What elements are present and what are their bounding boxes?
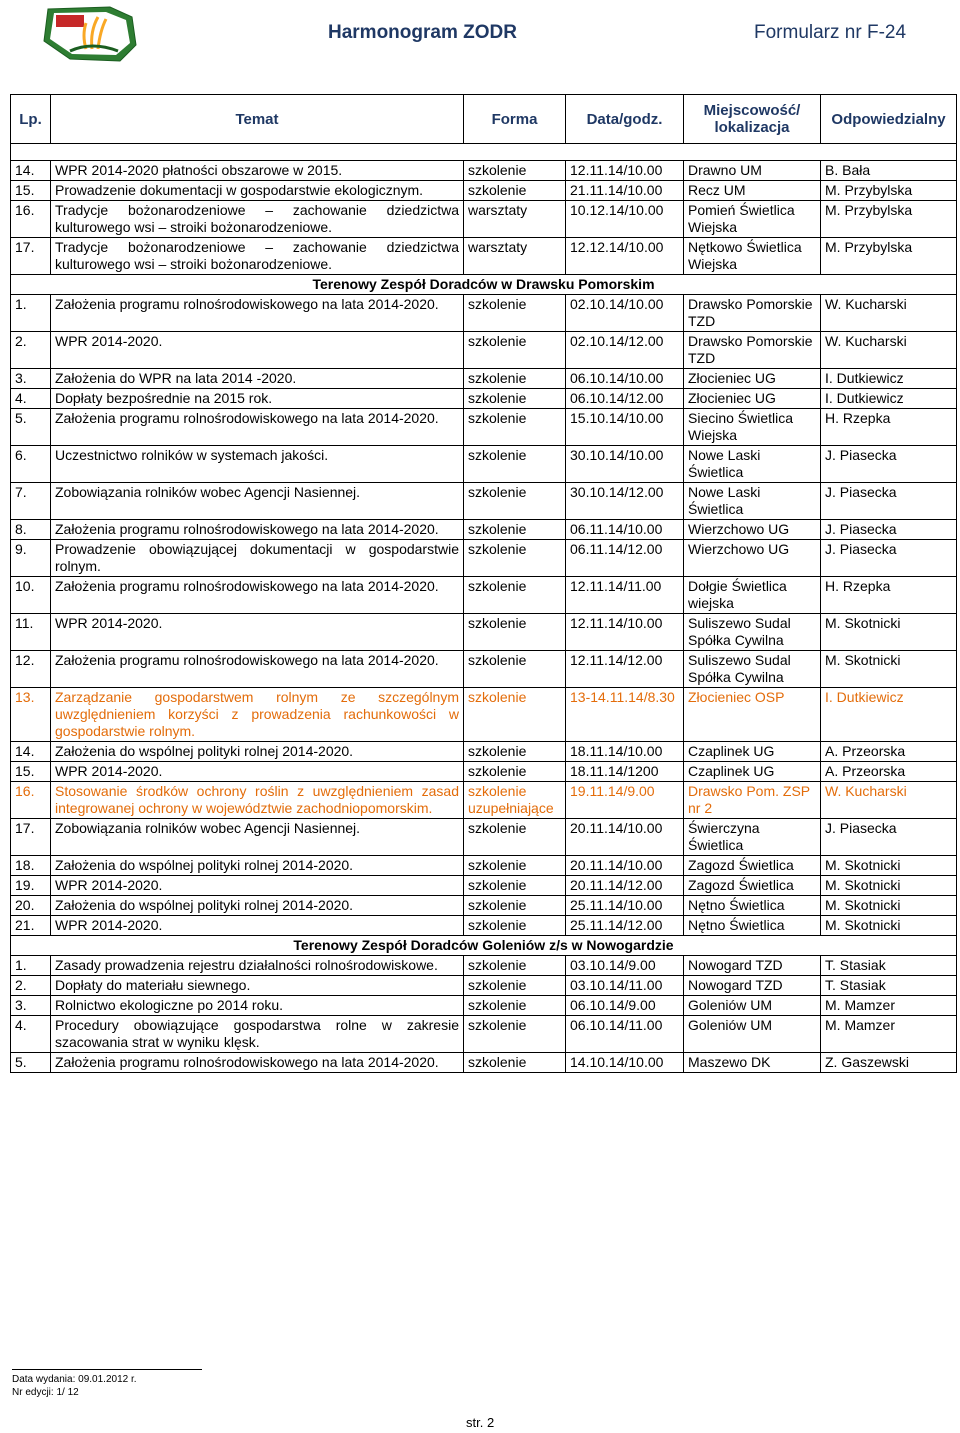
cell-forma: szkolenie: [464, 916, 566, 936]
cell-miejscowosc: Siecino Świetlica Wiejska: [684, 409, 821, 446]
cell-lp: 3.: [11, 369, 51, 389]
table-header-row: [11, 95, 957, 144]
table-row: [11, 856, 957, 876]
col-lp: Lp.: [11, 95, 51, 144]
cell-lp: 3.: [11, 996, 51, 1016]
cell-miejscowosc: Maszewo DK: [684, 1053, 821, 1073]
cell-odpowiedzialny: I. Dutkiewicz: [821, 369, 957, 389]
cell-forma: szkolenie: [464, 956, 566, 976]
table-row: [11, 956, 957, 976]
cell-temat: WPR 2014-2020.: [51, 614, 464, 651]
cell-data: 20.11.14/12.00: [566, 876, 684, 896]
cell-temat: Tradycje bożonarodzeniowe – zachowanie dziedzictwa kulturowego wsi – stroiki bożonarodzeniowe.: [51, 238, 464, 275]
cell-data: 19.11.14/9.00: [566, 782, 684, 819]
cell-lp: 15.: [11, 762, 51, 782]
table-row: [11, 996, 957, 1016]
cell-temat: Założenia programu rolnośrodowiskowego na lata 2014-2020.: [51, 1053, 464, 1073]
section-row: [11, 275, 957, 295]
cell-miejscowosc: Pomień Świetlica Wiejska: [684, 201, 821, 238]
cell-miejscowosc: Suliszewo Sudal Spółka Cywilna: [684, 614, 821, 651]
cell-lp: 13.: [11, 688, 51, 742]
table-row: [11, 238, 957, 275]
cell-forma: szkolenie: [464, 996, 566, 1016]
cell-miejscowosc: Dołgie Świetlica wiejska: [684, 577, 821, 614]
cell-miejscowosc: Goleniów UM: [684, 996, 821, 1016]
cell-forma: szkolenie: [464, 1053, 566, 1073]
cell-forma: szkolenie: [464, 577, 566, 614]
cell-data: 21.11.14/10.00: [566, 181, 684, 201]
cell-lp: 16.: [11, 782, 51, 819]
cell-odpowiedzialny: M. Mamzer: [821, 996, 957, 1016]
table-row: [11, 782, 957, 819]
table-row: [11, 389, 957, 409]
cell-lp: 21.: [11, 916, 51, 936]
cell-forma: szkolenie: [464, 483, 566, 520]
cell-odpowiedzialny: M. Mamzer: [821, 1016, 957, 1053]
cell-temat: Prowadzenie dokumentacji w gospodarstwie ekologicznym.: [51, 181, 464, 201]
table-row: [11, 896, 957, 916]
cell-odpowiedzialny: Z. Gaszewski: [821, 1053, 957, 1073]
cell-miejscowosc: Zagozd Świetlica: [684, 856, 821, 876]
cell-miejscowosc: Recz UM: [684, 181, 821, 201]
cell-forma: szkolenie: [464, 742, 566, 762]
cell-odpowiedzialny: A. Przeorska: [821, 742, 957, 762]
cell-data: 12.11.14/10.00: [566, 614, 684, 651]
cell-odpowiedzialny: J. Piasecka: [821, 540, 957, 577]
cell-forma: szkolenie: [464, 876, 566, 896]
issue-date: Data wydania: 09.01.2012 r.: [12, 1374, 137, 1385]
col-forma: Forma: [464, 95, 566, 144]
cell-data: 06.11.14/10.00: [566, 520, 684, 540]
spacer-row: [11, 144, 957, 161]
form-number: Formularz nr F-24: [754, 22, 907, 43]
edition-number: Nr edycji: 1/ 12: [12, 1387, 79, 1398]
cell-temat: Zasady prowadzenia rejestru działalności rolnośrodowiskowe.: [51, 956, 464, 976]
table-row: [11, 409, 957, 446]
cell-miejscowosc: Złocieniec UG: [684, 369, 821, 389]
cell-data: 06.10.14/10.00: [566, 369, 684, 389]
cell-miejscowosc: Czaplinek UG: [684, 762, 821, 782]
cell-miejscowosc: Złocieniec UG: [684, 389, 821, 409]
cell-data: 15.10.14/10.00: [566, 409, 684, 446]
cell-temat: Rolnictwo ekologiczne po 2014 roku.: [51, 996, 464, 1016]
table-row: [11, 762, 957, 782]
cell-forma: szkolenie: [464, 389, 566, 409]
cell-data: 30.10.14/12.00: [566, 483, 684, 520]
cell-lp: 12.: [11, 651, 51, 688]
cell-temat: Dopłaty bezpośrednie na 2015 rok.: [51, 389, 464, 409]
cell-forma: szkolenie: [464, 332, 566, 369]
cell-lp: 1.: [11, 295, 51, 332]
cell-lp: 4.: [11, 389, 51, 409]
cell-temat: Prowadzenie obowiązującej dokumentacji w gospodarstwie rolnym.: [51, 540, 464, 577]
cell-temat: Założenia programu rolnośrodowiskowego na lata 2014-2020.: [51, 295, 464, 332]
cell-lp: 5.: [11, 1053, 51, 1073]
table-row: [11, 295, 957, 332]
cell-lp: 20.: [11, 896, 51, 916]
cell-odpowiedzialny: J. Piasecka: [821, 819, 957, 856]
cell-miejscowosc: Świerczyna Świetlica: [684, 819, 821, 856]
cell-miejscowosc: Nowe Laski Świetlica: [684, 446, 821, 483]
cell-forma: szkolenie: [464, 409, 566, 446]
cell-data: 12.11.14/12.00: [566, 651, 684, 688]
cell-odpowiedzialny: T. Stasiak: [821, 956, 957, 976]
cell-forma: szkolenie: [464, 856, 566, 876]
cell-data: 03.10.14/9.00: [566, 956, 684, 976]
cell-temat: Założenia do WPR na lata 2014 -2020.: [51, 369, 464, 389]
table-row: [11, 161, 957, 181]
cell-odpowiedzialny: I. Dutkiewicz: [821, 389, 957, 409]
cell-forma: szkolenie: [464, 819, 566, 856]
cell-lp: 9.: [11, 540, 51, 577]
cell-odpowiedzialny: M. Przybylska: [821, 238, 957, 275]
cell-temat: Zobowiązania rolników wobec Agencji Nasiennej.: [51, 483, 464, 520]
cell-odpowiedzialny: I. Dutkiewicz: [821, 688, 957, 742]
cell-lp: 10.: [11, 577, 51, 614]
table-row: [11, 614, 957, 651]
cell-data: 20.11.14/10.00: [566, 856, 684, 876]
cell-data: 30.10.14/10.00: [566, 446, 684, 483]
cell-odpowiedzialny: M. Przybylska: [821, 201, 957, 238]
cell-data: 06.10.14/9.00: [566, 996, 684, 1016]
cell-data: 12.12.14/10.00: [566, 238, 684, 275]
cell-miejscowosc: Wierzchowo UG: [684, 540, 821, 577]
cell-temat: WPR 2014-2020.: [51, 332, 464, 369]
cell-temat: Założenia do wspólnej polityki rolnej 2014-2020.: [51, 896, 464, 916]
cell-forma: szkolenie: [464, 651, 566, 688]
footer: [12, 1373, 137, 1399]
cell-miejscowosc: Nowogard TZD: [684, 976, 821, 996]
cell-odpowiedzialny: M. Skotnicki: [821, 876, 957, 896]
cell-lp: 16.: [11, 201, 51, 238]
cell-data: 18.11.14/10.00: [566, 742, 684, 762]
cell-lp: 8.: [11, 520, 51, 540]
cell-miejscowosc: Nętno Świetlica: [684, 896, 821, 916]
cell-odpowiedzialny: M. Przybylska: [821, 181, 957, 201]
cell-temat: Założenia programu rolnośrodowiskowego na lata 2014-2020.: [51, 409, 464, 446]
cell-forma: szkolenie: [464, 520, 566, 540]
cell-miejscowosc: Nętno Świetlica: [684, 916, 821, 936]
page-header: [10, 0, 955, 72]
section-title: Terenowy Zespół Doradców Goleniów z/s w Nowogardzie: [11, 936, 957, 956]
cell-temat: Założenia programu rolnośrodowiskowego na lata 2014-2020.: [51, 520, 464, 540]
cell-forma: szkolenie: [464, 181, 566, 201]
cell-lp: 17.: [11, 238, 51, 275]
cell-miejscowosc: Suliszewo Sudal Spółka Cywilna: [684, 651, 821, 688]
cell-miejscowosc: Nętkowo Świetlica Wiejska: [684, 238, 821, 275]
cell-data: 02.10.14/10.00: [566, 295, 684, 332]
section-row: [11, 936, 957, 956]
cell-data: 06.10.14/11.00: [566, 1016, 684, 1053]
table-row: [11, 369, 957, 389]
cell-lp: 17.: [11, 819, 51, 856]
cell-miejscowosc: Wierzchowo UG: [684, 520, 821, 540]
cell-data: 12.11.14/11.00: [566, 577, 684, 614]
cell-lp: 4.: [11, 1016, 51, 1053]
cell-temat: Stosowanie środków ochrony roślin z uwzględnieniem zasad integrowanej ochrony w województwie zachodniopomorskim.: [51, 782, 464, 819]
cell-temat: Dopłaty do materiału siewnego.: [51, 976, 464, 996]
cell-temat: Tradycje bożonarodzeniowe – zachowanie dziedzictwa kulturowego wsi – stroiki bożonarodzeniowe.: [51, 201, 464, 238]
cell-forma: szkolenie: [464, 369, 566, 389]
section-title: Terenowy Zespół Doradców w Drawsku Pomorskim: [11, 275, 957, 295]
cell-forma: warsztaty: [464, 201, 566, 238]
table-row: [11, 181, 957, 201]
cell-forma: szkolenie: [464, 295, 566, 332]
cell-temat: WPR 2014-2020.: [51, 876, 464, 896]
cell-lp: 14.: [11, 742, 51, 762]
cell-odpowiedzialny: W. Kucharski: [821, 332, 957, 369]
cell-lp: 5.: [11, 409, 51, 446]
table-row: [11, 446, 957, 483]
cell-odpowiedzialny: J. Piasecka: [821, 446, 957, 483]
cell-lp: 18.: [11, 856, 51, 876]
cell-temat: Założenia do wspólnej polityki rolnej 2014-2020.: [51, 856, 464, 876]
cell-lp: 15.: [11, 181, 51, 201]
table-row: [11, 688, 957, 742]
table-row: [11, 483, 957, 520]
cell-odpowiedzialny: J. Piasecka: [821, 483, 957, 520]
cell-miejscowosc: Złocieniec OSP: [684, 688, 821, 742]
cell-odpowiedzialny: M. Skotnicki: [821, 651, 957, 688]
cell-forma: szkolenie: [464, 540, 566, 577]
page-title: Harmonogram ZODR: [328, 22, 517, 43]
table-row: [11, 1016, 957, 1053]
cell-data: 03.10.14/11.00: [566, 976, 684, 996]
cell-temat: Zarządzanie gospodarstwem rolnym ze szczególnym uwzględnieniem korzyści z prowadzenia rachunkowości w gospodarstwie rolnym.: [51, 688, 464, 742]
cell-temat: WPR 2014-2020.: [51, 916, 464, 936]
cell-lp: 1.: [11, 956, 51, 976]
table-row: [11, 819, 957, 856]
cell-miejscowosc: Nowogard TZD: [684, 956, 821, 976]
cell-data: 06.11.14/12.00: [566, 540, 684, 577]
cell-forma: szkolenie: [464, 1016, 566, 1053]
table-row: [11, 1053, 957, 1073]
cell-forma: szkolenie uzupełniające: [464, 782, 566, 819]
page-number: str. 2: [466, 1415, 495, 1430]
cell-forma: szkolenie: [464, 614, 566, 651]
cell-odpowiedzialny: A. Przeorska: [821, 762, 957, 782]
cell-forma: warsztaty: [464, 238, 566, 275]
table-row: [11, 651, 957, 688]
cell-forma: szkolenie: [464, 688, 566, 742]
cell-data: 10.12.14/10.00: [566, 201, 684, 238]
cell-forma: szkolenie: [464, 762, 566, 782]
cell-forma: szkolenie: [464, 896, 566, 916]
cell-odpowiedzialny: M. Skotnicki: [821, 896, 957, 916]
cell-odpowiedzialny: T. Stasiak: [821, 976, 957, 996]
table-row: [11, 742, 957, 762]
cell-miejscowosc: Drawsko Pom. ZSP nr 2: [684, 782, 821, 819]
col-odpowiedzialny: Odpowiedzialny: [821, 95, 957, 144]
zodr-logo: [40, 5, 140, 63]
cell-data: 13-14.11.14/8.30: [566, 688, 684, 742]
col-temat: Temat: [51, 95, 464, 144]
cell-lp: 2.: [11, 976, 51, 996]
schedule-table: [10, 94, 957, 1073]
col-data: Data/godz.: [566, 95, 684, 144]
cell-forma: szkolenie: [464, 446, 566, 483]
cell-miejscowosc: Goleniów UM: [684, 1016, 821, 1053]
cell-lp: 6.: [11, 446, 51, 483]
cell-odpowiedzialny: M. Skotnicki: [821, 916, 957, 936]
cell-temat: Założenia do wspólnej polityki rolnej 2014-2020.: [51, 742, 464, 762]
table-row: [11, 201, 957, 238]
cell-temat: WPR 2014-2020.: [51, 762, 464, 782]
cell-lp: 2.: [11, 332, 51, 369]
cell-odpowiedzialny: W. Kucharski: [821, 782, 957, 819]
cell-lp: 11.: [11, 614, 51, 651]
cell-lp: 7.: [11, 483, 51, 520]
cell-forma: szkolenie: [464, 976, 566, 996]
cell-odpowiedzialny: B. Bała: [821, 161, 957, 181]
cell-miejscowosc: Drawno UM: [684, 161, 821, 181]
cell-odpowiedzialny: H. Rzepka: [821, 409, 957, 446]
cell-miejscowosc: Nowe Laski Świetlica: [684, 483, 821, 520]
cell-data: 14.10.14/10.00: [566, 1053, 684, 1073]
cell-temat: Zobowiązania rolników wobec Agencji Nasiennej.: [51, 819, 464, 856]
cell-temat: WPR 2014-2020 płatności obszarowe w 2015.: [51, 161, 464, 181]
table-row: [11, 520, 957, 540]
table-row: [11, 332, 957, 369]
cell-forma: szkolenie: [464, 161, 566, 181]
cell-miejscowosc: Zagozd Świetlica: [684, 876, 821, 896]
cell-odpowiedzialny: J. Piasecka: [821, 520, 957, 540]
table-row: [11, 976, 957, 996]
cell-lp: 19.: [11, 876, 51, 896]
cell-odpowiedzialny: W. Kucharski: [821, 295, 957, 332]
table-row: [11, 916, 957, 936]
col-miejscowosc: Miejscowość/ lokalizacja: [684, 95, 821, 144]
cell-miejscowosc: Czaplinek UG: [684, 742, 821, 762]
cell-data: 02.10.14/12.00: [566, 332, 684, 369]
cell-temat: Założenia programu rolnośrodowiskowego na lata 2014-2020.: [51, 577, 464, 614]
cell-miejscowosc: Drawsko Pomorskie TZD: [684, 332, 821, 369]
cell-data: 20.11.14/10.00: [566, 819, 684, 856]
cell-temat: Założenia programu rolnośrodowiskowego na lata 2014-2020.: [51, 651, 464, 688]
cell-odpowiedzialny: M. Skotnicki: [821, 856, 957, 876]
cell-data: 25.11.14/10.00: [566, 896, 684, 916]
cell-lp: 14.: [11, 161, 51, 181]
cell-temat: Procedury obowiązujące gospodarstwa rolne w zakresie szacowania strat w wyniku klęsk.: [51, 1016, 464, 1053]
footer-divider: [12, 1369, 202, 1370]
table-row: [11, 540, 957, 577]
table-row: [11, 876, 957, 896]
cell-data: 18.11.14/1200: [566, 762, 684, 782]
cell-odpowiedzialny: H. Rzepka: [821, 577, 957, 614]
cell-data: 06.10.14/12.00: [566, 389, 684, 409]
cell-miejscowosc: Drawsko Pomorskie TZD: [684, 295, 821, 332]
cell-temat: Uczestnictwo rolników w systemach jakości.: [51, 446, 464, 483]
cell-data: 12.11.14/10.00: [566, 161, 684, 181]
cell-odpowiedzialny: M. Skotnicki: [821, 614, 957, 651]
cell-data: 25.11.14/12.00: [566, 916, 684, 936]
table-row: [11, 577, 957, 614]
